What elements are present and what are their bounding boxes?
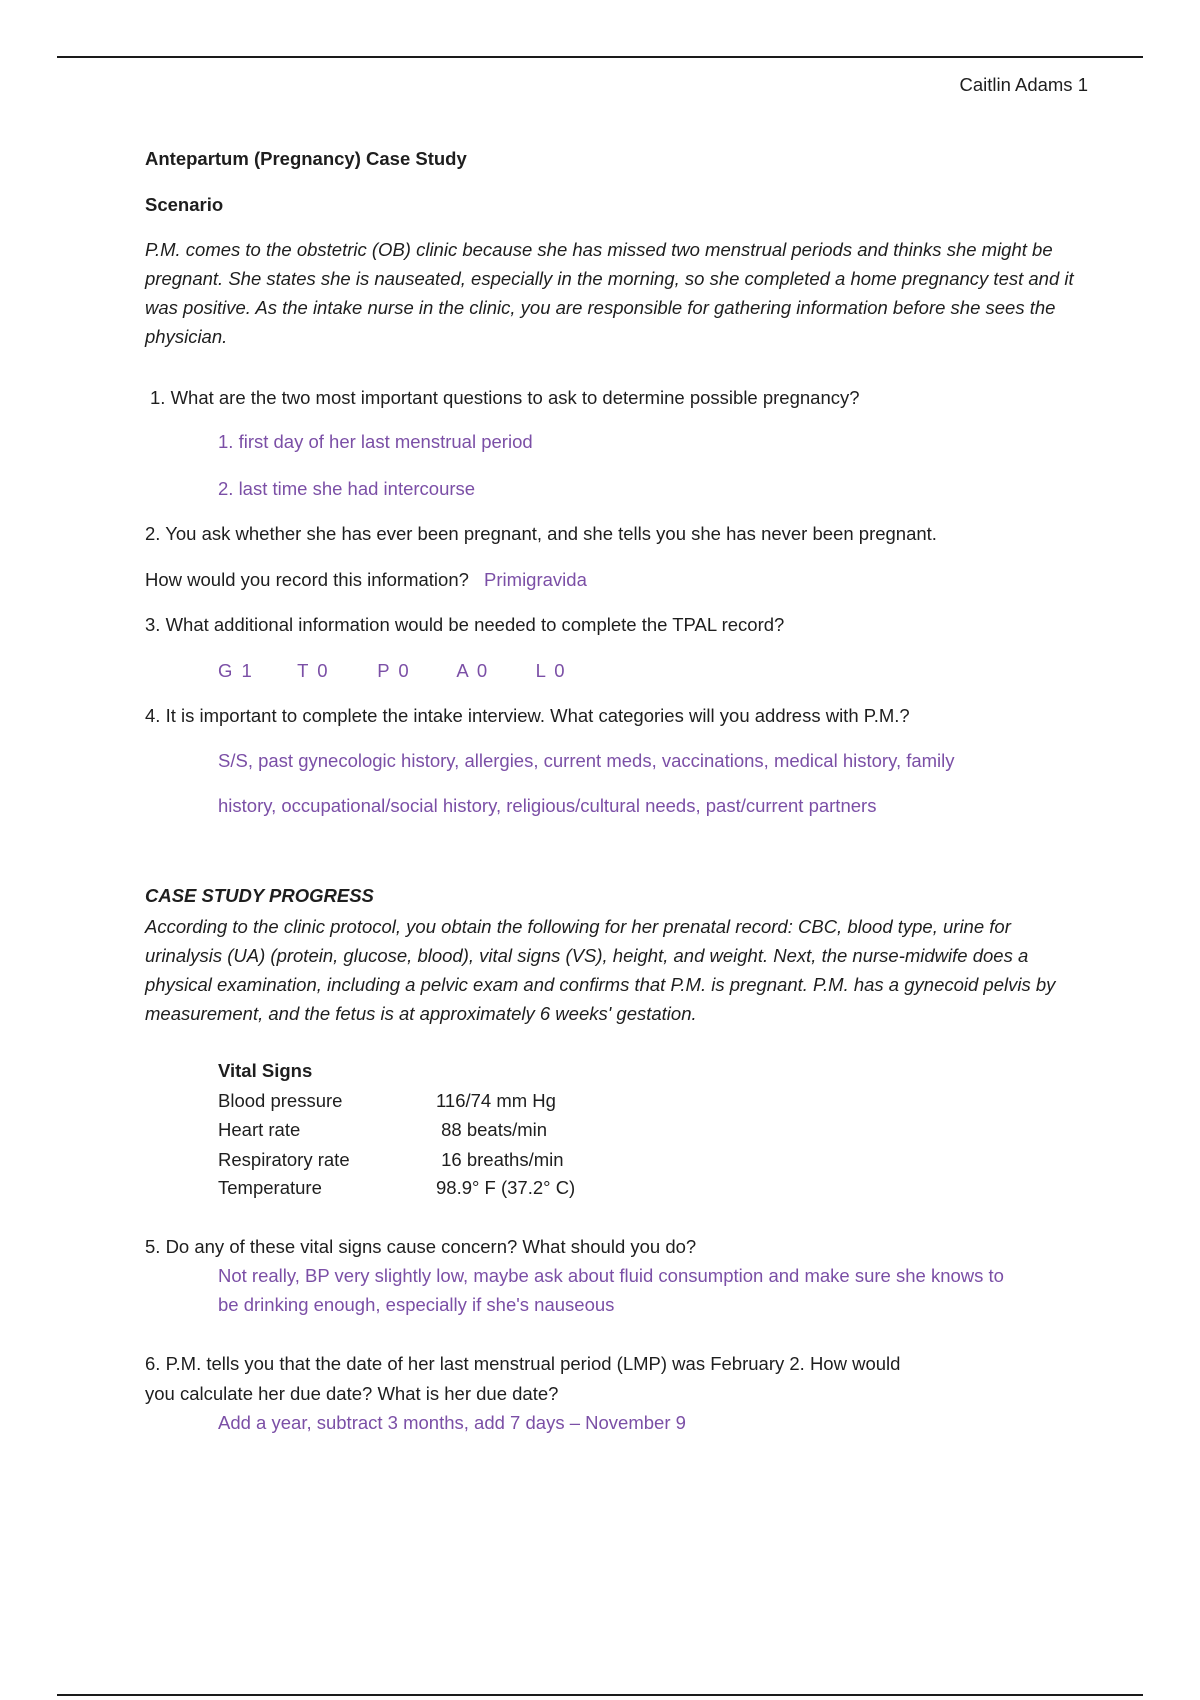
answer-6: Add a year, subtract 3 months, add 7 days – November 9 [218,1412,686,1433]
vital-sign-label: Respiratory rate [218,1149,350,1170]
answer-4-line-2: history, occupational/social history, religious/cultural needs, past/current partners [218,795,877,816]
vital-sign-row [218,1149,564,1171]
answer-2: Primigravida [484,569,587,590]
question-2-followup [145,569,587,591]
vital-sign-label: Temperature [218,1177,322,1198]
answer-1-a: 1. first day of her last menstrual period [218,431,533,452]
vital-sign-value: 116/74 mm Hg [436,1090,556,1111]
question-6-line-2: you calculate her due date? What is her due date? [145,1383,559,1404]
vital-sign-row [218,1090,556,1112]
question-2-followup-text: How would you record this information? [145,569,469,590]
scenario-heading: Scenario [145,194,224,215]
vital-sign-value: 98.9° F (37.2° C) [436,1177,576,1198]
progress-text: According to the clinic protocol, you obtain the following for her prenatal record: CBC, blood type, urine for urinalysis (UA) (protein, glucose, blood), vital signs (VS), height, and weight. Next, the nurse-midwife does a physical examination, including a pelvic exam and confirms that P.M. is pregnant. P.M. has a gynecoid pelvis by measurement, and the fetus is at approximately 6 weeks' gestation. [145,916,1056,1024]
question-2: 2. You ask whether she has ever been pregnant, and she tells you she has never been pregnant. [145,523,937,544]
question-4: 4. It is important to complete the intake interview. What categories will you address with P.M.? [145,705,910,726]
question-6-line-1: 6. P.M. tells you that the date of her last menstrual period (LMP) was February 2. How would [145,1353,901,1374]
tpal-record [218,660,567,682]
question-3: 3. What additional information would be needed to complete the TPAL record? [145,614,785,635]
vital-sign-value: 88 beats/min [436,1119,548,1140]
tpal-l: L 0 [535,660,567,681]
vital-sign-label: Heart rate [218,1119,301,1140]
question-5: 5. Do any of these vital signs cause concern? What should you do? [145,1236,697,1257]
question-1: 1. What are the two most important questions to ask to determine possible pregnancy? [150,387,860,408]
tpal-p: P 0 [377,660,411,681]
progress-heading: CASE STUDY PROGRESS [145,885,374,906]
top-rule [57,56,1143,58]
answer-5-line-1: Not really, BP very slightly low, maybe ask about fluid consumption and make sure she knows to [218,1265,1004,1286]
tpal-a: A 0 [456,660,490,681]
scenario-text: P.M. comes to the obstetric (OB) clinic because she has missed two menstrual periods and thinks she might be pregnant. She states she is nauseated, especially in the morning, so she completed a home pregnancy test and it was positive. As the intake nurse in the clinic, you are responsible for gathering information before she sees the physician. [145,239,1074,347]
tpal-t: T 0 [297,660,330,681]
vital-sign-value: 16 breaths/min [436,1149,564,1170]
page-header: Caitlin Adams 1 [959,74,1088,95]
vital-sign-row [218,1177,575,1199]
document-title: Antepartum (Pregnancy) Case Study [145,148,467,169]
bottom-rule [57,1694,1143,1696]
vital-signs-heading: Vital Signs [218,1060,313,1081]
tpal-g: G 1 [218,660,254,681]
answer-5-line-2: be drinking enough, especially if she's nauseous [218,1294,615,1315]
answer-4-line-1: S/S, past gynecologic history, allergies, current meds, vaccinations, medical history, family [218,750,955,771]
vital-sign-label: Blood pressure [218,1090,343,1111]
answer-1-b: 2. last time she had intercourse [218,478,476,499]
vital-sign-row [218,1119,547,1141]
